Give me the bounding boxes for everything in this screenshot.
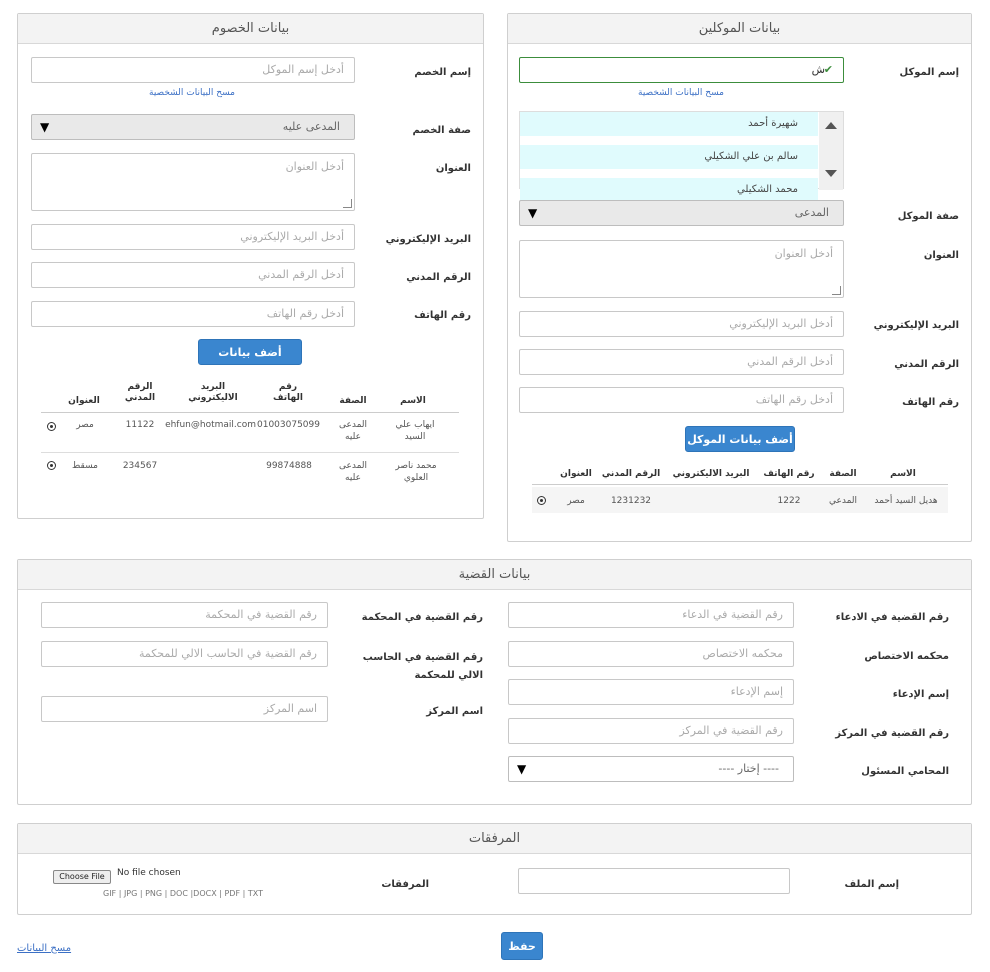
- case-court-no-input[interactable]: رقم القضية في المحكمة: [41, 602, 328, 628]
- list-item[interactable]: سالم بن علي الشكيلي: [520, 145, 818, 169]
- opponents-panel-title: بيانات الخصوم: [18, 14, 483, 44]
- clear-data-link[interactable]: مسح البيانات: [17, 943, 72, 954]
- table-row-name: محمد ناصر العلوي: [395, 461, 437, 483]
- clients-panel: [507, 13, 972, 542]
- client-email-input[interactable]: أدخل البريد الإليكتروني: [519, 311, 844, 337]
- case-center-no-label: رقم القضية في المركز: [835, 728, 949, 739]
- opp-th-phone: رقم الهاتف: [273, 382, 303, 403]
- add-opponent-button[interactable]: أضف بيانات الخصم: [198, 339, 302, 365]
- opponent-phone-label: رقم الهاتف: [414, 310, 471, 321]
- suggestions-scrollbar[interactable]: [819, 112, 843, 190]
- opp-th-name: الاسم: [400, 396, 426, 406]
- opponent-phone-input[interactable]: أدخل رقم الهاتف: [31, 301, 355, 327]
- client-address-label: العنوان: [923, 250, 959, 261]
- list-item[interactable]: محمد الشكيلي: [520, 178, 818, 202]
- opponent-clear-personal-link[interactable]: مسح البيانات الشخصية: [149, 88, 235, 98]
- client-role-value: المدعى: [794, 206, 829, 219]
- client-role-label: صفة الموكل: [897, 211, 959, 222]
- client-address-textarea[interactable]: أدخل العنوان: [519, 240, 844, 298]
- scroll-up-icon[interactable]: [825, 122, 837, 129]
- scroll-down-icon[interactable]: [825, 170, 837, 177]
- cli-table-divider: [532, 484, 948, 485]
- opponents-panel: [17, 13, 484, 519]
- case-center-name-input[interactable]: اسم المركز: [41, 696, 328, 722]
- table-row-select-radio[interactable]: [47, 422, 56, 431]
- opp-row-divider: [41, 452, 459, 453]
- cli-th-role: الصفة: [829, 469, 857, 479]
- opp-th-address: العنوان: [68, 396, 100, 406]
- client-role-select[interactable]: [519, 200, 844, 226]
- case-lawyer-select[interactable]: [508, 756, 794, 782]
- opp-th-civil: الرقم المدني: [124, 382, 156, 403]
- case-panel: [17, 559, 972, 805]
- table-row-phone: 1222: [777, 496, 801, 506]
- case-lawyer-value: ---- إختار ----: [718, 762, 779, 775]
- table-row-address: مصر: [76, 420, 94, 430]
- client-clear-personal-link[interactable]: مسح البيانات الشخصية: [638, 88, 724, 98]
- opponent-role-value: المدعى عليه: [282, 120, 340, 133]
- cli-th-name: الاسم: [890, 469, 916, 479]
- cli-th-phone: رقم الهاتف: [763, 469, 815, 479]
- client-name-label: إسم الموكل: [899, 67, 959, 78]
- case-computer-no-label: [353, 649, 483, 685]
- client-email-label: البريد الإليكتروني: [873, 320, 959, 331]
- case-claim-no-input[interactable]: رقم القضية في الدعاء: [508, 602, 794, 628]
- opponent-civil-label: الرقم المدني: [406, 272, 471, 283]
- clients-panel-title: بيانات الموكلين: [508, 14, 971, 44]
- allowed-file-types: GIF | JPG | PNG | DOC |DOCX | PDF | TXT: [103, 889, 263, 898]
- opponent-address-label: العنوان: [435, 163, 471, 174]
- cli-th-email: البريد الاليكتروني: [672, 469, 750, 479]
- case-claim-name-label: إسم الإدعاء: [892, 689, 949, 700]
- table-row-civil: 11122: [125, 420, 155, 430]
- table-row-phone: 01003075099: [257, 420, 320, 430]
- check-icon: ✔: [823, 63, 833, 76]
- cli-th-civil: الرقم المدني: [601, 469, 661, 479]
- opponent-name-label: إسم الخصم: [414, 67, 471, 78]
- case-claim-name-input[interactable]: إسم الإدعاء: [508, 679, 794, 705]
- opponent-name-input[interactable]: أدخل إسم الموكل: [31, 57, 355, 83]
- attachments-label: المرفقات: [381, 879, 429, 890]
- case-panel-title: بيانات القضية: [18, 560, 971, 590]
- table-row-select-radio[interactable]: [47, 461, 56, 470]
- client-name-input[interactable]: [519, 57, 844, 83]
- attachments-panel-title: المرفقات: [18, 824, 971, 854]
- client-phone-input[interactable]: أدخل رقم الهاتف: [519, 387, 844, 413]
- file-name-label: إسم الملف: [844, 879, 899, 890]
- table-row-address: مسقط: [72, 461, 98, 471]
- opponent-civil-input[interactable]: أدخل الرقم المدني: [31, 262, 355, 288]
- case-lawyer-label: المحامي المسئول: [861, 766, 949, 777]
- case-court-no-label: رقم القضية في المحكمة: [361, 612, 483, 623]
- cli-th-address: العنوان: [560, 469, 592, 479]
- caret-down-icon: ▼: [40, 120, 50, 134]
- add-client-button[interactable]: أضف بيانات الموكل: [685, 426, 795, 452]
- table-row-civil: 1231232: [610, 496, 652, 506]
- client-civil-label: الرقم المدني: [894, 359, 959, 370]
- opponent-address-textarea[interactable]: أدخل العنوان: [31, 153, 355, 211]
- case-court-label: محكمه الاختصاص: [864, 651, 949, 662]
- case-center-name-label: اسم المركز: [426, 706, 483, 717]
- attachments-panel: [17, 823, 972, 915]
- case-computer-no-input[interactable]: رقم القضية في الحاسب الالي للمحكمة: [41, 641, 328, 667]
- opponent-role-select[interactable]: [31, 114, 355, 140]
- client-name-value: ش: [811, 63, 825, 76]
- caret-down-icon: ▼: [517, 762, 527, 776]
- table-row-role: المدعي: [828, 496, 858, 506]
- table-row-name: ايهاب علي السيد: [395, 420, 435, 442]
- opponent-role-label: صفة الخصم: [412, 125, 471, 136]
- case-claim-no-label: رقم القضية في الادعاء: [835, 612, 949, 623]
- list-item[interactable]: شهيرة أحمد: [520, 112, 818, 136]
- table-row-role: المدعى عليه: [338, 420, 368, 442]
- opp-th-email: البريد الاليكتروني: [188, 382, 238, 403]
- choose-file-button[interactable]: Choose File: [53, 870, 111, 884]
- table-row-email: ehfun@hotmail.com: [165, 420, 256, 430]
- opponent-email-label: البريد الإليكتروني: [385, 234, 471, 245]
- no-file-text: No file chosen: [117, 868, 181, 878]
- save-button[interactable]: حفظ: [501, 932, 543, 960]
- client-suggestions-list[interactable]: [519, 111, 844, 195]
- case-center-no-input[interactable]: رقم القضية في المركز: [508, 718, 794, 744]
- case-computer-no-label-text: رقم القضية في الحاسب الالي للمحكمة: [362, 652, 483, 681]
- table-row-address: مصر: [567, 496, 585, 506]
- table-row-civil: 234567: [122, 461, 158, 471]
- table-row-select-radio[interactable]: [537, 496, 546, 505]
- table-row-name: هديل السيد أحمد: [874, 496, 938, 506]
- caret-down-icon: ▼: [528, 206, 538, 220]
- case-court-input[interactable]: محكمه الاختصاص: [508, 641, 794, 667]
- client-phone-label: رقم الهاتف: [902, 397, 959, 408]
- opp-th-role: الصفة: [339, 396, 367, 406]
- table-row-role: المدعى عليه: [338, 461, 368, 483]
- file-name-input[interactable]: [518, 868, 790, 894]
- table-row-phone: 99874888: [266, 461, 312, 471]
- client-civil-input[interactable]: أدخل الرقم المدني: [519, 349, 844, 375]
- opponent-email-input[interactable]: أدخل البريد الإليكتروني: [31, 224, 355, 250]
- opp-table-divider: [41, 412, 459, 413]
